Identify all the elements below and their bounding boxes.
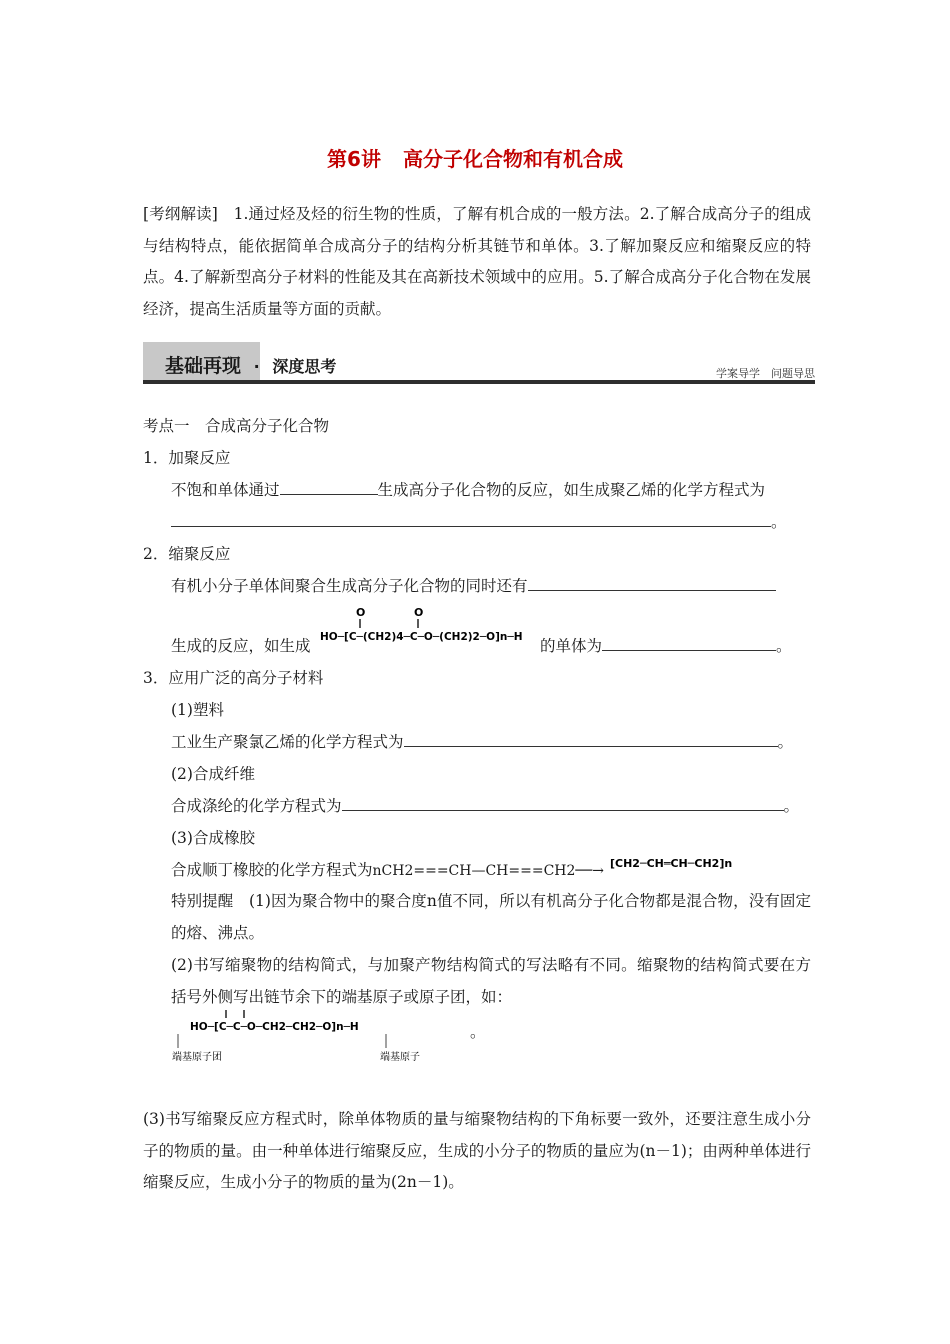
rubber-heading: (3)合成橡胶 <box>171 829 255 847</box>
note-paragraph-2: (2)书写缩聚物的结构简式，与加聚产物结构简式的写法略有不同。缩聚物的结构简式要在方括号外侧写出链节余下的端基原子或原子团，如： <box>171 956 811 1006</box>
item1-blank-1[interactable] <box>280 478 378 495</box>
banner-right-caption: 学案导学 问题导思 <box>716 367 815 380</box>
plastics-heading: (1)塑料 <box>171 701 224 719</box>
lecture-topic: 高分子化合物和有机合成 <box>402 147 623 171</box>
note-paragraph-1: 特别提醒 (1)因为聚合物中的聚合度n值不同，所以有机高分子化合物都是混合物，没有固定的熔、沸点。 <box>171 892 811 942</box>
section-title: 考点一 合成高分子化合物 <box>143 417 330 435</box>
svg-text:[CH2─CH═CH─CH2]n: [CH2─CH═CH─CH2]n <box>610 857 733 870</box>
polyester-formula <box>318 604 540 650</box>
item1-text: 不饱和单体通过 生成高分子化合物的反应，如生成聚乙烯的化学方程式为 <box>171 478 765 500</box>
banner-rule <box>143 380 815 384</box>
svg-text:O: O <box>414 606 424 619</box>
item2-text: 有机小分子单体间聚合生成高分子化合物的同时还有 <box>171 574 776 596</box>
item1-blank-2[interactable] <box>171 510 771 527</box>
rubber-product-formula <box>606 852 796 880</box>
fiber-text: 合成涤纶的化学方程式为 。 <box>171 794 799 816</box>
item2-blank-1[interactable] <box>528 574 776 591</box>
syllabus-paragraph: [考纲解读] 1.通过烃及烃的衍生物的性质，了解有机合成的一般方法。2.了解合成高分子的组成与结构特点，能依据简单合成高分子的结构分析其链节和单体。3.了解加聚反应和缩聚反应的特点。4.了解新型高分子材料的性能及其在高新技术领域中的应用。5.了解合成高分子化合物在发展经济，提高生活质量等方面的贡献。 <box>143 205 811 318</box>
section-banner <box>143 342 815 384</box>
item1-answer-line: 。 <box>171 510 787 532</box>
item2-heading: 2．缩聚反应 <box>143 545 231 563</box>
lecture-number: 第6讲 <box>327 147 381 171</box>
svg-text:O: O <box>356 606 366 619</box>
end-group-label-right: 端基原子 <box>380 1052 420 1063</box>
diagram-end-mark: 。 <box>470 1023 486 1041</box>
banner-heading: 基础再现 · 深度思考 <box>165 355 337 377</box>
fiber-heading: (2)合成纤维 <box>171 765 255 783</box>
page-title <box>0 143 950 172</box>
plastics-text: 工业生产聚氯乙烯的化学方程式为 。 <box>171 730 793 752</box>
note-paragraph-3: (3)书写缩聚反应方程式时，除单体物质的量与缩聚物结构的下角标要一致外，还要注意生成小分子的物质的量。由一种单体进行缩聚反应，生成的小分子的物质的量应为(n－1)；由两种单体进行缩聚反应，生成小分子的物质的量为(2n－1)。 <box>143 1110 811 1192</box>
item3-heading: 3．应用广泛的高分子材料 <box>143 669 324 687</box>
plastics-blank[interactable] <box>404 730 778 747</box>
polyester-formula-text: HO─[C─(CH2)4─C─O─(CH2)2─O]n─H <box>320 631 523 643</box>
end-group-label-left: 端基原子团 <box>172 1052 222 1063</box>
rubber-text: 合成顺丁橡胶的化学方程式为nCH2===CH—CH===CH2──→ <box>171 861 605 879</box>
item1-heading: 1．加聚反应 <box>143 449 231 467</box>
end-group-diagram <box>170 1008 470 1064</box>
fiber-blank[interactable] <box>342 794 784 811</box>
item2-text-2: 生成的反应，如生成 <box>171 637 311 655</box>
end-group-formula: HO─[C─C─O─CH2─CH2─O]n─H <box>190 1021 359 1033</box>
item2-blank-2[interactable] <box>602 634 776 651</box>
item2-text-3: 的单体为 。 <box>540 634 792 656</box>
